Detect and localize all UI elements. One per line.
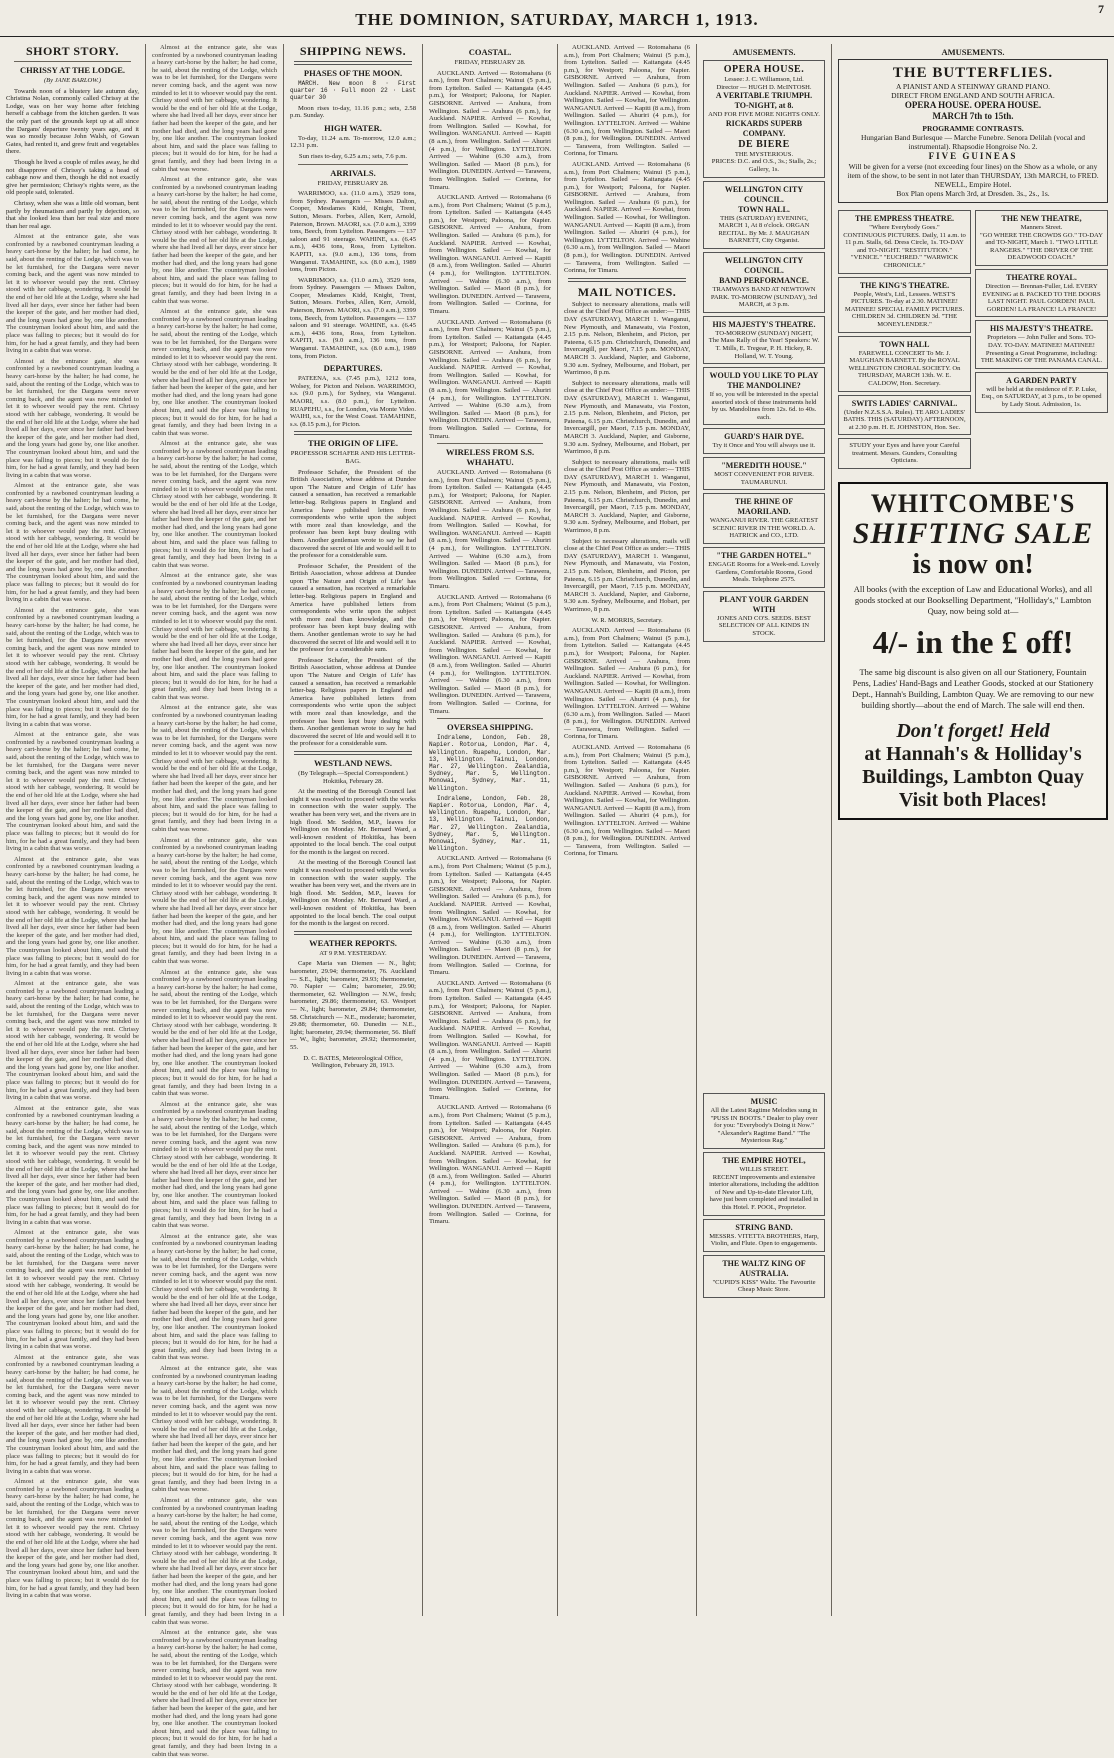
coastal-date: FRIDAY, FEBRUARY 28. — [454, 59, 526, 66]
story-paragraph: Towards noon of a blustery late autumn day, Christina Nolan, commonly called Chrissy at the Lodge, was on her way home after fetching herself a cabbage from the kitchen garden. It was the only part of the grounds kept up at all since the Dargans' departure twenty years ago, and it was so mostly because John Walsh, of Gowan Gates, had rented it, and grew fruit and vegetables there. — [6, 87, 139, 156]
shipping-heading: SHIPPING NEWS. — [299, 44, 407, 58]
coastal-body: AUCKLAND. Arrived — Rotomahana (6 a.m.), from Port Chalmers; Wainui (5 p.m.), from Lyttelton. Sailed — Kaitangata (4.45 p.m.), for Westport; Paloona, for Napier. GISBORNE. Arrived — Arahura, from Wellington. Sailed — Arahura (6 p.m.), for Auckland. NAPIER. Arrived — Kowhai, from Wellington. Sailed — Kowhai, for Wellington. WANGANUI. Arrived — Kapiti (8 a.m.), from Wellington. Sailed — Ahuriri (4 p.m.), for Wellington. LYTTELTON. Arrived — Wahine (6.30 a.m.), from Wellington. Sailed — Maori (8 p.m.), for Wellington. DUNEDIN. Arrived — Tarawera, from Wellington. Sailed — Corinna, for Timaru. — [429, 1104, 551, 1226]
coastal-body: AUCKLAND. Arrived — Rotomahana (6 a.m.), from Port Chalmers; Wainui (5 p.m.), from Lyttelton. Sailed — Kaitangata (4.45 p.m.), for Westport; Paloona, for Napier. GISBORNE. Arrived — Arahura, from Wellington. Sailed — Arahura (6 p.m.), for Auckland. NAPIER. Arrived — Kowhai, from Wellington. Sailed — Kowhai, for Wellington. WANGANUI. Arrived — Kapiti (8 a.m.), from Wellington. Sailed — Ahuriri (4 p.m.), for Wellington. LYTTELTON. Arrived — Wahine (6.30 a.m.), from Wellington. Sailed — Maori (8 p.m.), for Wellington. DUNEDIN. Arrived — Tarawera, from Wellington. Sailed — Corinna, for Timaru. — [564, 160, 690, 275]
butterflies-dates: MARCH 7th to 15th. — [932, 111, 1014, 121]
ad-his-majestys — [703, 316, 825, 364]
ad-title: PLANT YOUR GARDEN WITH — [719, 594, 809, 614]
ad-text: All the Latest Ragtime Melodies sung in "PUSS IN BOOTS." Dealer to play over for you: "Everybody's Doing it Now." "Alexander's Ragtime Band." "The Mysterious Rag." — [710, 1107, 818, 1145]
column-short-story — [0, 44, 145, 1616]
weather-signed: D. C. BATES, Meteorological Office, Wellington, February 28, 1913. — [303, 1054, 403, 1070]
arrivals-heading: ARRIVALS. — [330, 167, 376, 178]
westland-heading: WESTLAND NEWS. — [314, 757, 392, 768]
ad-text: TRAMWAYS BAND AT NEWTOWN PARK. TO-MORROW (SUNDAY), 3rd MARCH, at 3 p.m. — [710, 285, 818, 309]
story-body: Almost at the entrance gate, she was confronted by a rawboned countryman leading a heavy cart-horse by the halter; he had come, he said, about the renting of the Lodge, which was to be let furnished, for the Dargans were never coming back, and the agent was now minded to let it to whoever would pay the rent. Chrissy stood with her cabbage, wondering. It would be the end of her old life at the Lodge, where she had lived all her days, ever since her father had been the keeper of the gate, and her mother had died, and the long years had gone by, one like another. The countryman looked about him, and said the place was falling to pieces; but it would do for him, for he had a great family, and they had been living in a cabin that was worse. — [152, 836, 277, 966]
ad-title: THE NEW THEATRE, — [1001, 214, 1082, 223]
story-body: Almost at the entrance gate, she was confronted by a rawboned countryman leading a heavy cart-horse by the halter; he had come, he said, about the renting of the Lodge, which was to be let furnished, for the Dargans were never coming back, and the agent was now minded to let it to whoever would pay the rent. Chrissy stood with her cabbage, wondering. It would be the end of her old life at the Lodge, where she had lived all her days, ever since her father had been the keeper of the gate, and her mother had died, and the long years had gone by, one like another. The countryman looked about him, and said the place was falling to pieces; but it would do for him, for he had a great family, and they had been living in a cabin that was worse. — [152, 704, 277, 833]
ad-title: THE WALTZ KING OF AUSTRALIA. — [722, 1258, 806, 1278]
story-body: Almost at the entrance gate, she was confronted by a rawboned countryman leading a heavy cart-horse by the halter; he had come, he said, about the renting of the Lodge, which was to be let furnished, for the Dargans were never coming back, and the agent was now minded to let it to whoever would pay the rent. Chrissy stood with her cabbage, wondering. It would be the end of her old life at the Lodge, where she had lived all her days, ever since her father had been the keeper of the gate, and her mother had died, and the long years had gone by, one like another. The countryman looked about him, and said the place was falling to pieces; but it would do for him, for he had a great family, and they had been living in a cabin that was worse. — [152, 1100, 277, 1230]
high-water: To-day, 11.24 a.m. To-morrow, 12.0 a.m.; 12.31 p.m. — [290, 134, 416, 150]
theatre-column-right — [975, 207, 1108, 472]
column-story-continued — [146, 44, 283, 1758]
ad-title: GUARD'S HAIR DYE. — [724, 432, 804, 442]
story-byline: (By JANE BARLOW.) — [43, 77, 102, 84]
ad-text: THE MYSTERIOUS. — [734, 150, 794, 158]
ad-text: (Under N.Z.S.S.A. Rules). TE ARO LADIES' BATHS. THIS (SATURDAY) AFTERNOON, at 2.30 p.m. H. E. JOHNSTON, Hon. Sec. — [843, 408, 966, 431]
story-body: Almost at the entrance gate, she was confronted by a rawboned countryman leading a heavy cart-horse by the halter; he had come, he said, about the renting of the Lodge, which was to be let furnished, for the Dargans were never coming back, and the agent was now minded to let it to whoever would pay the rent. Chrissy stood with her cabbage, wondering. It would be the end of her old life at the Lodge, where she had lived all her days, ever since her father had been the keeper of the gate, and her mother had died, and the long years had gone by, one like another. The countryman looked about him, and said the place was falling to pieces; but it would do for him, for he had a great family, and they had been living in a cabin that was worse. — [6, 980, 139, 1102]
story-body: Almost at the entrance gate, she was confronted by a rawboned countryman leading a heavy cart-horse by the halter; he had come, he said, about the renting of the Lodge, which was to be let furnished, for the Dargans were never coming back, and the agent was now minded to let it to whoever would pay the rent. Chrissy stood with her cabbage, wondering. It would be the end of her old life at the Lodge, where she had lived all her days, ever since her father had been the keeper of the gate, and her mother had died, and the long years had gone by, one like another. The countryman looked about him, and said the place was falling to pieces; but it would do for him, for he had a great family, and they had been living in a cabin that was worse. — [152, 440, 277, 569]
ad-title: MUSIC — [750, 1097, 778, 1106]
coastal-body: AUCKLAND. Arrived — Rotomahana (6 a.m.), from Port Chalmers; Wainui (5 p.m.), from Lyttelton. Sailed — Kaitangata (4.45 p.m.), for Westport; Paloona, for Napier. GISBORNE. Arrived — Arahura, from Wellington. Sailed — Arahura (6 p.m.), for Auckland. NAPIER. Arrived — Kowhai, from Wellington. Sailed — Kowhai, for Wellington. WANGANUI. Arrived — Kapiti (8 a.m.), from Wellington. Sailed — Ahuriri (4 p.m.), for Wellington. LYTTELTON. Arrived — Wahine (6.30 a.m.), from Wellington. Sailed — Maori (8 p.m.), for Wellington. DUNEDIN. Arrived — Tarawera, from Wellington. Sailed — Corinna, for Timaru. — [564, 44, 690, 158]
ad-text: will be held at the residence of F. P. Luke, Esq., on SATURDAY, at 3 p.m., to be opened by Lady Stout. Admission, 1s. — [981, 385, 1102, 408]
oversea-table: Indraleme, London, Feb. 28, Napier. Rotorua, London, Mar. 4, Wellington. Ruapehu, London, Mar. 13, Wellington. Tainui, London, Mar. 27, Wellington. Zealandia, Sydney, Mar. 5, Wellington. Monowai, Sydney, Mar. 11, Wellington. — [429, 794, 551, 853]
butterflies-sub: A PIANIST AND A STEINWAY GRAND PIANO. — [895, 82, 1051, 91]
origin-body: Professor Schafer, the President of the British Association, whose address at Dundee upon 'The Nature and Origin of Life' has caused a sensation, has received a remarkable letter-bag. Religious papers in England and America have published letters from correspondents who write upon the subject with more zeal than knowledge, and the professor has been kept busy dealing with them. Another gentleman wrote to say he had discovered the secret of life and would sell it to the professor for a considerable sum. — [290, 562, 416, 654]
guineas-body: Will be given for a verse (not exceeding four lines) on the Show as a whole, or any item of the show, to be sent in not later than THURSDAY, 13th MARCH, to FRED. NEWELL, Empire Hotel. — [847, 162, 1099, 189]
masthead — [0, 0, 1114, 37]
ad-meredith — [703, 457, 825, 490]
story-body: Almost at the entrance gate, she was confronted by a rawboned countryman leading a heavy cart-horse by the halter; he had come, he said, about the renting of the Lodge, which was to be let furnished, for the Dargans were never coming back, and the agent was now minded to let it to whoever would pay the rent. Chrissy stood with her cabbage, wondering. It would be the end of her old life at the Lodge, where she had lived all her days, ever since her father had been the keeper of the gate, and her mother had died, and the long years had gone by, one like another. The countryman looked about him, and said the place was falling to pieces; but it would do for him, for he had a great family, and they had been living in a cabin that was worse. — [6, 357, 139, 479]
coastal-body: AUCKLAND. Arrived — Rotomahana (6 a.m.), from Port Chalmers; Wainui (5 p.m.), from Lyttelton. Sailed — Kaitangata (4.45 p.m.), for Westport; Paloona, for Napier. GISBORNE. Arrived — Arahura, from Wellington. Sailed — Arahura (6 p.m.), for Auckland. NAPIER. Arrived — Kowhai, from Wellington. Sailed — Kowhai, for Wellington. WANGANUI. Arrived — Kapiti (8 a.m.), from Wellington. Sailed — Ahuriri (4 p.m.), for Wellington. LYTTELTON. Arrived — Wahine (6.30 a.m.), from Wellington. Sailed — Maori (8 p.m.), for Wellington. DUNEDIN. Arrived — Tarawera, from Wellington. Sailed — Corinna, for Timaru. — [564, 744, 690, 858]
column-amusements-lower — [697, 1090, 831, 1616]
mail-signed: W. R. MORRIS, Secretary. — [591, 616, 663, 624]
column-coastal — [423, 44, 557, 1616]
ad-guards — [703, 428, 825, 454]
coastal-body: AUCKLAND. Arrived — Rotomahana (6 a.m.), from Port Chalmers; Wainui (5 p.m.), from Lyttelton. Sailed — Kaitangata (4.45 p.m.), for Westport; Paloona, for Napier. GISBORNE. Arrived — Arahura, from Wellington. Sailed — Arahura (6 p.m.), for Auckland. NAPIER. Arrived — Kowhai, from Wellington. Sailed — Kowhai, for Wellington. WANGANUI. Arrived — Kapiti (8 a.m.), from Wellington. Sailed — Ahuriri (4 p.m.), for Wellington. LYTTELTON. Arrived — Wahine (6.30 a.m.), from Wellington. Sailed — Maori (8 p.m.), for Wellington. DUNEDIN. Arrived — Tarawera, from Wellington. Sailed — Corinna, for Timaru. — [429, 469, 551, 590]
coastal-body: AUCKLAND. Arrived — Rotomahana (6 a.m.), from Port Chalmers; Wainui (5 p.m.), from Lyttelton. Sailed — Kaitangata (4.45 p.m.), for Westport; Paloona, for Napier. GISBORNE. Arrived — Arahura, from Wellington. Sailed — Arahura (6 p.m.), for Auckland. NAPIER. Arrived — Kowhai, from Wellington. Sailed — Kowhai, for Wellington. WANGANUI. Arrived — Kapiti (8 a.m.), from Wellington. Sailed — Ahuriri (4 p.m.), for Wellington. LYTTELTON. Arrived — Wahine (6.30 a.m.), from Wellington. Sailed — Maori (8 p.m.), for Wellington. DUNEDIN. Arrived — Tarawera, from Wellington. Sailed — Corinna, for Timaru. — [564, 627, 690, 741]
ad-title: "MEREDITH HOUSE." — [721, 461, 807, 471]
butterflies-venue: OPERA HOUSE. OPERA HOUSE. — [904, 100, 1042, 110]
ad-text: TO-NIGHT, at 8. — [734, 101, 794, 111]
ad-text: CONTINUOUS PICTURES. Daily, 11 a.m. to 11 p.m. Stalls, 6d. Dress Circle, 1s. TO-DAY and TO-NIGHT. "RESTITUTION." "VENICE." "EUCHRED." "WARWICK CHRONICLE." — [843, 231, 966, 269]
ad-text: "GO WHERE THE CROWDS GO." TO-DAY and TO-NIGHT, March 1. "TWO LITTLE RANGERS." "THE DRIVER OF THE DEADWOOD COACH." — [980, 231, 1103, 262]
story-body: Almost at the entrance gate, she was confronted by a rawboned countryman leading a heavy cart-horse by the halter; he had come, he said, about the renting of the Lodge, which was to be let furnished, for the Dargans were never coming back, and the agent was now minded to let it to whoever would pay the rent. Chrissy stood with her cabbage, wondering. It would be the end of her old life at the Lodge, where she had lived all her days, ever since her father had been the keeper of the gate, and her mother had died, and the long years had gone by, one like another. The countryman looked about him, and said the place was falling to pieces; but it would do for him, for he had a great family, and they had been living in a cabin that was worse. — [6, 1104, 139, 1226]
ad-title: WOULD YOU LIKE TO PLAY THE MANDOLINE? — [709, 371, 819, 391]
ad-waltz — [703, 1255, 825, 1298]
amusements-heading: AMUSEMENTS. — [732, 47, 796, 57]
ad-text: WANGANUI RIVER. THE GREATEST SCENIC RIVER IN THE WORLD. A. HATRICK and CO., LTD. — [709, 517, 819, 540]
coastal-body: AUCKLAND. Arrived — Rotomahana (6 a.m.), from Port Chalmers; Wainui (5 p.m.), from Lyttelton. Sailed — Kaitangata (4.45 p.m.), for Westport; Paloona, for Napier. GISBORNE. Arrived — Arahura, from Wellington. Sailed — Arahura (6 p.m.), for Auckland. NAPIER. Arrived — Kowhai, from Wellington. Sailed — Kowhai, for Wellington. WANGANUI. Arrived — Kapiti (8 a.m.), from Wellington. Sailed — Ahuriri (4 p.m.), for Wellington. LYTTELTON. Arrived — Wahine (6.30 a.m.), from Wellington. Sailed — Maori (8 p.m.), for Wellington. DUNEDIN. Arrived — Tarawera, from Wellington. Sailed — Corinna, for Timaru. — [429, 194, 551, 315]
whitcombes-body2: The same big discount is also given on all our Stationery, Fountain Pens, Ladies' Hand-Bags and Leather Goods, stocked at our Stationery Dept., Hannah's Building, Lambton Quay. We are removing to our new building shortly—about the end of March. The sale will end then. — [852, 667, 1094, 711]
ad-opera-house — [703, 60, 825, 178]
ad-text: MOST CONVENIENT FOR RIVER. TAUMARUNUI. — [714, 471, 814, 486]
ad-text: JONES AND CO'S. SEEDS. BEST SELECTION OF ALL KINDS IN STOCK. — [717, 614, 811, 637]
whitcombes-body1: All books (with the exception of Law and Educational Works), and all goods stocked at our Bookselling Department, "Holliday's," Lambton Quay, now being sold at— — [853, 584, 1093, 617]
ad-garden-party — [975, 372, 1108, 413]
column-mail — [558, 44, 696, 1616]
arrivals-body: WARRIMOO, s.s. (11.0 a.m.), 3529 tons, from Sydney. Passengers — Misses Dalton, Cooper, Mesdames Kidd, Knight, Trent, Sutton, Messrs. Forbes, Allen, Kerr, Arnold, Paterson, Brown. MAORI, s.s. (7.0 a.m.), 3399 tons, Beech, from Lyttelton. Passengers — 137 saloon and 91 steerage. WAHINE, s.s. (6.45 a.m.), 4436 tons, Ross, from Lyttelton. KAPITI, s.s. (9.0 a.m.), 136 tons, from Wanganui. TAMAHINE, s.s. (8.0 a.m.), 1989 tons, from Picton. — [290, 190, 416, 274]
ad-text: PRICES: D.C. and O.S., 3s.; Stalls, 2s.; Gallery, 1s. — [711, 158, 817, 173]
ad-title: TOWN HALL — [879, 339, 930, 349]
oversea-heading: OVERSEA SHIPPING. — [447, 722, 533, 733]
ad-empress — [838, 210, 971, 274]
ad-title: SWITS LADIES' CARNIVAL. — [851, 398, 958, 408]
whitcombes-line1: WHITCOMBE'S — [870, 489, 1076, 519]
phases-heading: PHASES OF THE MOON. — [303, 68, 403, 78]
departures-body: PATEENA, s.s. (7.45 p.m.), 1212 tons, Wolsey, for Picton and Nelson. WARRIMOO, s.s. (9.0 p.m.), for Sydney, via Wanganui. MAORI, s.s. (8.0 p.m.), for Lyttelton. RUAPEHU, s.s., for London, via Monte Video. WAIHI, s.s., for the West Coast. TAMAHINE, s.s. (8.15 p.m.), for Picton. — [290, 375, 416, 428]
ad-text: TOWN HALL. — [738, 204, 790, 214]
ad-text: The Mass Rally of the Year! Speakers: W. T. Mills, E. Tregear, P. H. Hickey, R. Holland, W. T. Young. — [708, 337, 820, 360]
ad-kings — [838, 277, 971, 333]
westland-dateline: (By Telegraph.—Special Correspondent.) Hokitika, February 28. — [298, 769, 408, 785]
ad-text: Director — HUGH D. McINTOSH. — [716, 83, 812, 91]
ad-text: RECENT improvements and extensive interior alterations, including the addition of New and Up-to-date Elevator Lift, have just been completed and installed in this Hotel. F. POOL, Proprietor. — [709, 1173, 819, 1211]
whitcombes-cta3: Buildings, Lambton Quay — [862, 766, 1084, 789]
ad-text: Proprietors — John Fuller and Sons. TO-DAY. TO-DAY. MATINEE! MATINEE! Presenting a Great Programme, including: THE MAKING OF THE PANAMA CANAL. — [980, 334, 1103, 365]
guineas: FIVE GUINEAS — [928, 151, 1018, 161]
high-water-heading: HIGH WATER. — [324, 122, 382, 133]
ad-title: "THE GARDEN HOTEL." — [716, 551, 812, 561]
ad-text: AND FOR FIVE MORE NIGHTS ONLY. — [708, 111, 820, 119]
story-body: Almost at the entrance gate, she was confronted by a rawboned countryman leading a heavy cart-horse by the halter; he had come, he said, about the renting of the Lodge, which was to be let furnished, for the Dargans were never coming back, and the agent was now minded to let it to whoever would pay the rent. Chrissy stood with her cabbage, wondering. It would be the end of her old life at the Lodge, where she had lived all her days, ever since her father had been the keeper of the gate, and her mother had died, and the long years had gone by, one like another. The countryman looked about him, and said the place was falling to pieces; but it would do for him, for he had a great family, and they had been living in a cabin that was worse. — [6, 1478, 139, 1600]
story-body: Almost at the entrance gate, she was confronted by a rawboned countryman leading a heavy cart-horse by the halter; he had come, he said, about the renting of the Lodge, which was to be let furnished, for the Dargans were never coming back, and the agent was now minded to let it to whoever would pay the rent. Chrissy stood with her cabbage, wondering. It would be the end of her old life at the Lodge, where she had lived all her days, ever since her father had been the keeper of the gate, and her mother had died, and the long years had gone by, one like another. The countryman looked about him, and said the place was falling to pieces; but it would do for him, for he had a great family, and they had been living in a cabin that was worse. — [6, 606, 139, 728]
story-body: Almost at the entrance gate, she was confronted by a rawboned countryman leading a heavy cart-horse by the halter; he had come, he said, about the renting of the Lodge, which was to be let furnished, for the Dargans were never coming back, and the agent was now minded to let it to whoever would pay the rent. Chrissy stood with her cabbage, wondering. It would be the end of her old life at the Lodge, where she had lived all her days, ever since her father had been the keeper of the gate, and her mother had died, and the long years had gone by, one like another. The countryman looked about him, and said the place was falling to pieces; but it would do for him, for he had a great family, and they had been living in a cabin that was worse. — [6, 1229, 139, 1351]
origin-heading: THE ORIGIN OF LIFE. — [308, 438, 398, 449]
whitcombes-discount: 4/- in the £ off! — [872, 624, 1074, 661]
ad-text: RICKARDS SUPERB COMPANY. — [725, 118, 803, 138]
sun-times: Sun rises to-day, 6.25 a.m.; sets, 7.6 p.m. — [298, 152, 408, 160]
ad-text: BAND PERFORMANCE. — [719, 275, 809, 285]
mail-body: Subject to necessary alterations, mails will close at the Chief Post Office as under:— THIS DAY (SATURDAY), MARCH 1. Wanganui, New Plymouth, and Manawatu, via Foxton, 2.15 p.m. Nelson, Blenheim, and Picton, per Pateena, 6.15 p.m. Christchurch, Dunedin, and Invercargill, per Maori, 7.15 p.m. MONDAY, MARCH 3. Auckland, Napier, and Gisborne, 9.30 a.m. Sydney, Melbourne, and Hobart, per Warrimoo, 8 p.m. — [564, 537, 690, 613]
butterflies-sub2: DIRECT FROM ENGLAND AND SOUTH AFRICA. — [891, 91, 1055, 100]
ad-seeds — [703, 591, 825, 642]
story-paragraph: Chrissy, when she was a little old woman, bent partly by rheumatism and partly by dejection, so that she looked less than her real size and more than her real age. — [6, 199, 139, 230]
page-number: 7 — [1098, 2, 1104, 16]
departures-heading: DEPARTURES. — [323, 363, 383, 374]
whitcombes-line3: is now on! — [912, 549, 1034, 581]
ad-text: People, West's, Ltd., Lessees. WEST'S PICTURES. To-day at 2.30. MATINEE! MATINEE! SPECIAL FAMILY PICTURES. CHILDREN 3d. CHILDREN 3d. "THE MONEYLENDER." — [844, 290, 965, 328]
ad-new-theatre — [975, 210, 1108, 266]
weather-heading: WEATHER REPORTS. — [309, 937, 397, 948]
westland-body: At the meeting of the Borough Council last night it was resolved to proceed with the works in connection with the water supply. The weather has been very wet, and the rivers are in high flood. Mr. Seddon, M.P., leaves for Wellington on Monday. Mr. Bernard Ward, a well-known resident of Hokitika, has been appointed to the local bench. The coal output for the month is the largest on record. — [290, 788, 416, 856]
story-body: Almost at the entrance gate, she was confronted by a rawboned countryman leading a heavy cart-horse by the halter; he had come, he said, about the renting of the Lodge, which was to be let furnished, for the Dargans were never coming back, and the agent was now minded to let it to whoever would pay the rent. Chrissy stood with her cabbage, wondering. It would be the end of her old life at the Lodge, where she had lived all her days, ever since her father had been the keeper of the gate, and her mother had died, and the long years had gone by, one like another. The countryman looked about him, and said the place was falling to pieces; but it would do for him, for he had a great family, and they had been living in a cabin that was worse. — [152, 1364, 277, 1494]
ad-title: WELLINGTON CITY COUNCIL. — [724, 255, 804, 275]
wireless-heading: WIRELESS FROM S.S. WHAHATU. — [445, 447, 535, 468]
story-body: Almost at the entrance gate, she was confronted by a rawboned countryman leading a heavy cart-horse by the halter; he had come, he said, about the renting of the Lodge, which was to be let furnished, for the Dargans were never coming back, and the agent was now minded to let it to whoever would pay the rent. Chrissy stood with her cabbage, wondering. It would be the end of her old life at the Lodge, where she had lived all her days, ever since her father had been the keeper of the gate, and her mother had died, and the long years had gone by, one like another. The countryman looked about him, and said the place was falling to pieces; but it would do for him, for he had a great family, and they had been living in a cabin that was worse. — [6, 731, 139, 853]
ad-butterflies — [838, 59, 1108, 203]
ad-carnival — [838, 395, 971, 436]
ad-study-eyes — [838, 438, 971, 469]
story-body: Almost at the entrance gate, she was confronted by a rawboned countryman leading a heavy cart-horse by the halter; he had come, he said, about the renting of the Lodge, which was to be let furnished, for the Dargans were never coming back, and the agent was now minded to let it to whoever would pay the rent. Chrissy stood with her cabbage, wondering. It would be the end of her old life at the Lodge, where she had lived all her days, ever since her father had been the keeper of the gate, and her mother had died, and the long years had gone by, one like another. The countryman looked about him, and said the place was falling to pieces; but it would do for him, for he had a great family, and they had been living in a cabin that was worse. — [152, 44, 277, 173]
ad-title: A GARDEN PARTY — [1006, 375, 1077, 385]
coastal-body: AUCKLAND. Arrived — Rotomahana (6 a.m.), from Port Chalmers; Wainui (5 p.m.), from Lyttelton. Sailed — Kaitangata (4.45 p.m.), for Westport; Paloona, for Napier. GISBORNE. Arrived — Arahura, from Wellington. Sailed — Arahura (6 p.m.), for Auckland. NAPIER. Arrived — Kowhai, from Wellington. Sailed — Kowhai, for Wellington. WANGANUI. Arrived — Kapiti (8 a.m.), from Wellington. Sailed — Ahuriri (4 p.m.), for Wellington. LYTTELTON. Arrived — Wahine (6.30 a.m.), from Wellington. Sailed — Maori (8 p.m.), for Wellington. DUNEDIN. Arrived — Tarawera, from Wellington. Sailed — Corinna, for Timaru. — [429, 69, 551, 191]
ad-text: THIS (SATURDAY) EVENING, MARCH 1, At 8 o'clock. ORGAN RECITAL. By Mr. J. MAUGHAN BARNETT, City Organist. — [718, 214, 810, 245]
ad-string-band — [703, 1219, 825, 1252]
ad-text: If so, you will be interested in the special assorted stock of these instruments held by us. Mandolines from 12s. 6d. to 40s. each. — [709, 391, 819, 421]
ad-band-performance — [703, 252, 825, 313]
story-title: CHRISSY AT THE LODGE. — [19, 65, 126, 75]
story-body: Almost at the entrance gate, she was confronted by a rawboned countryman leading a heavy cart-horse by the halter; he had come, he said, about the renting of the Lodge, which was to be let furnished, for the Dargans were never coming back, and the agent was now minded to let it to whoever would pay the rent. Chrissy stood with her cabbage, wondering. It would be the end of her old life at the Lodge, where she had lived all her days, ever since her father had been the keeper of the gate, and her mother had died, and the long years had gone by, one like another. The countryman looked about him, and said the place was falling to pieces; but it would do for him, for he had a great family, and they had been living in a cabin that was worse. — [152, 968, 277, 1098]
ad-theatre-royal — [975, 269, 1108, 317]
story-body: Almost at the entrance gate, she was confronted by a rawboned countryman leading a heavy cart-horse by the halter; he had come, he said, about the renting of the Lodge, which was to be let furnished, for the Dargans were never coming back, and the agent was now minded to let it to whoever would pay the rent. Chrissy stood with her cabbage, wondering. It would be the end of her old life at the Lodge, where she had lived all her days, ever since her father had been the keeper of the gate, and her mother had died, and the long years had gone by, one like another. The countryman looked about him, and said the place was falling to pieces; but it would do for him, for he had a great family, and they had been living in a cabin that was worse. — [6, 233, 139, 355]
ad-text: FAREWELL CONCERT To Mr. J. MAUGHAN BARNETT. By the ROYAL WELLINGTON CHORAL SOCIETY. On THURSDAY, MARCH 13th. W. E. CALDOW, Hon. Secretary. — [848, 349, 961, 387]
ad-tagline: A VERITABLE TRIUMPH. — [715, 91, 813, 101]
amusements-right-heading: AMUSEMENTS. — [941, 47, 1005, 57]
story-body: Almost at the entrance gate, she was confronted by a rawboned countryman leading a heavy cart-horse by the halter; he had come, he said, about the renting of the Lodge, which was to be let furnished, for the Dargans were never coming back, and the agent was now minded to let it to whoever would pay the rent. Chrissy stood with her cabbage, wondering. It would be the end of her old life at the Lodge, where she had lived all her days, ever since her father had been the keeper of the gate, and her mother had died, and the long years had gone by, one like another. The countryman looked about him, and said the place was falling to pieces; but it would do for him, for he had a great family, and they had been living in a cabin that was worse. — [152, 572, 277, 701]
ad-title: THEATRE ROYAL. — [1006, 272, 1077, 282]
butterflies-title: THE BUTTERFLIES. — [892, 65, 1054, 81]
mail-body: Subject to necessary alterations, mails will close at the Chief Post Office as under:— THIS DAY (SATURDAY), MARCH 1. Wanganui, New Plymouth, and Manawatu, via Foxton, 2.15 p.m. Nelson, Blenheim, and Picton, per Pateena, 6.15 p.m. Christchurch, Dunedin, and Invercargill, per Maori, 7.15 p.m. MONDAY, MARCH 3. Auckland, Napier, and Gisborne, 9.30 a.m. Sydney, Melbourne, and Hobart, per Warrimoo, 8 p.m. — [564, 379, 690, 456]
ad-title: THE KING'S THEATRE. — [859, 280, 950, 290]
ad-text: Direction — Brennan-Fuller, Ltd. EVERY EVENING at 8. PACKED TO THE DOORS LAST NIGHT. PAUL GORDEN! PAUL GORDEN! LA FRANCE! LA FRANCE! — [982, 282, 1101, 313]
ad-title: STRING BAND. — [735, 1222, 793, 1232]
ad-empire-hotel — [703, 1152, 825, 1216]
whitcombes-cta1: Don't forget! Held — [896, 720, 1050, 743]
ad-text: TO-MORROW (SUNDAY) NIGHT, — [715, 329, 813, 337]
ad-music — [703, 1093, 825, 1149]
ad-mandoline — [703, 367, 825, 425]
coastal-body: AUCKLAND. Arrived — Rotomahana (6 a.m.), from Port Chalmers; Wainui (5 p.m.), from Lyttelton. Sailed — Kaitangata (4.45 p.m.), for Westport; Paloona, for Napier. GISBORNE. Arrived — Arahura, from Wellington. Sailed — Arahura (6 p.m.), for Auckland. NAPIER. Arrived — Kowhai, from Wellington. Sailed — Kowhai, for Wellington. WANGANUI. Arrived — Kapiti (8 a.m.), from Wellington. Sailed — Ahuriri (4 p.m.), for Wellington. LYTTELTON. Arrived — Wahine (6.30 a.m.), from Wellington. Sailed — Maori (8 p.m.), for Wellington. DUNEDIN. Arrived — Tarawera, from Wellington. Sailed — Corinna, for Timaru. — [429, 855, 551, 977]
ad-feature: DE BIERE — [738, 138, 790, 150]
masthead-title: THE DOMINION, SATURDAY, MARCH 1, 1913. — [355, 10, 759, 29]
story-body: Almost at the entrance gate, she was confronted by a rawboned countryman leading a heavy cart-horse by the halter; he had come, he said, about the renting of the Lodge, which was to be let furnished, for the Dargans were never coming back, and the agent was now minded to let it to whoever would pay the rent. Chrissy stood with her cabbage, wondering. It would be the end of her old life at the Lodge, where she had lived all her days, ever since her father had been the keeper of the gate, and her mother had died, and the long years had gone by, one like another. The countryman looked about him, and said the place was falling to pieces; but it would do for him, for he had a great family, and they had been living in a cabin that was worse. — [152, 308, 277, 437]
story-body: Almost at the entrance gate, she was confronted by a rawboned countryman leading a heavy cart-horse by the halter; he had come, he said, about the renting of the Lodge, which was to be let furnished, for the Dargans were never coming back, and the agent was now minded to let it to whoever would pay the rent. Chrissy stood with her cabbage, wondering. It would be the end of her old life at the Lodge, where she had lived all her days, ever since her father had been the keeper of the gate, and her mother had died, and the long years had gone by, one like another. The countryman looked about him, and said the place was falling to pieces; but it would do for him, for he had a great family, and they had been living in a cabin that was worse. — [152, 1232, 277, 1362]
story-body: Almost at the entrance gate, she was confronted by a rawboned countryman leading a heavy cart-horse by the halter; he had come, he said, about the renting of the Lodge, which was to be let furnished, for the Dargans were never coming back, and the agent was now minded to let it to whoever would pay the rent. Chrissy stood with her cabbage, wondering. It would be the end of her old life at the Lodge, where she had lived all her days, ever since her father had been the keeper of the gate, and her mother had died, and the long years had gone by, one like another. The countryman looked about him, and said the place was falling to pieces; but it would do for him, for he had a great family, and they had been living in a cabin that was worse. — [6, 855, 139, 977]
mail-body: Subject to necessary alterations, mails will close at the Chief Post Office as under:— THIS DAY (SATURDAY), MARCH 1. Wanganui, New Plymouth, and Manawatu, via Foxton, 2.15 p.m. Nelson, Blenheim, and Picton, per Pateena, 6.15 p.m. Christchurch, Dunedin, and Invercargill, per Maori, 7.15 p.m. MONDAY, MARCH 3. Auckland, Napier, and Gisborne, 9.30 a.m. Sydney, Melbourne, and Hobart, per Warrimoo, 8 p.m. — [564, 300, 690, 377]
weather-sub: AT 9 P.M. YESTERDAY. — [319, 949, 387, 957]
ad-wanganui — [703, 493, 825, 544]
ad-whitcombes — [838, 482, 1108, 820]
whitcombes-line2: SHIFTING SALE — [852, 517, 1094, 551]
coastal-body: AUCKLAND. Arrived — Rotomahana (6 a.m.), from Port Chalmers; Wainui (5 p.m.), from Lyttelton. Sailed — Kaitangata (4.45 p.m.), for Westport; Paloona, for Napier. GISBORNE. Arrived — Arahura, from Wellington. Sailed — Arahura (6 p.m.), for Auckland. NAPIER. Arrived — Kowhai, from Wellington. Sailed — Kowhai, for Wellington. WANGANUI. Arrived — Kapiti (8 a.m.), from Wellington. Sailed — Ahuriri (4 p.m.), for Wellington. LYTTELTON. Arrived — Wahine (6.30 a.m.), from Wellington. Sailed — Maori (8 p.m.), for Wellington. DUNEDIN. Arrived — Tarawera, from Wellington. Sailed — Corinna, for Timaru. — [429, 593, 551, 715]
ad-text: Try it Once and You will always use it. — [712, 442, 816, 450]
ad-title: THE EMPRESS THEATRE. — [854, 214, 955, 223]
mail-body: Subject to necessary alterations, mails will close at the Chief Post Office as under:— THIS DAY (SATURDAY), MARCH 1. Wanganui, New Plymouth, and Manawatu, via Foxton, 2.15 p.m. Nelson, Blenheim, and Picton, per Pateena, 6.15 p.m. Christchurch, Dunedin, and Invercargill, per Maori, 7.15 p.m. MONDAY, MARCH 3. Auckland, Napier, and Gisborne, 9.30 a.m. Sydney, Melbourne, and Hobart, per Warrimoo, 8 p.m. — [564, 458, 690, 535]
ad-text: WILLIS STREET. — [739, 1165, 789, 1173]
theatre-row — [838, 207, 1108, 472]
ad-title: OPERA HOUSE. — [723, 64, 805, 75]
mail-heading: MAIL NOTICES. — [577, 284, 677, 299]
ad-text: ENGAGE Rooms for a Week-end. Lovely Gardens, Comfortable Rooms, Good Meals. Telephone 2575. — [708, 561, 820, 584]
moon-phases: MARCH. New moon 8 · First quarter 16 · Full moon 22 · Last quarter 30 — [290, 80, 416, 102]
story-body: Almost at the entrance gate, she was confronted by a rawboned countryman leading a heavy cart-horse by the halter; he had come, he said, about the renting of the Lodge, which was to be let furnished, for the Dargans were never coming back, and the agent was now minded to let it to whoever would pay the rent. Chrissy stood with her cabbage, wondering. It would be the end of her old life at the Lodge, where she had lived all her days, ever since her father had been the keeper of the gate, and her mother had died, and the long years had gone by, one like another. The countryman looked about him, and said the place was falling to pieces; but it would do for him, for he had a great family, and they had been living in a cabin that was worse. — [6, 482, 139, 604]
ad-town-hall — [838, 336, 971, 392]
weather-body: Cape Maria van Diemen — N., light; barometer, 29.94; thermometer, 76. Auckland — S.E., light; barometer, 29.93; thermometer, 70. Napier — Calm; barometer, 29.90; thermometer, 62. Wellington — N.W., fresh; barometer, 29.86; thermometer, 63. Westport — N., light; barometer, 29.84; thermometer, 58. Christchurch — N.E., moderate; barometer, 29.88; thermometer, 60. Dunedin — N.E., light; barometer, 29.94; thermometer, 56. Bluff — W., light; barometer, 29.92; thermometer, 55. — [290, 960, 416, 1051]
ad-text: Lessee: J. C. Williamson, Ltd. — [724, 76, 804, 83]
westland-body: At the meeting of the Borough Council last night it was resolved to proceed with the works in connection with the water supply. The weather has been very wet, and the rivers are in high flood. Mr. Seddon, M.P., leaves for Wellington on Monday. Mr. Bernard Ward, a well-known resident of Hokitika, has been appointed to the local bench. The coal output for the month is the largest on record. — [290, 859, 416, 928]
ad-title: THE EMPIRE HOTEL, — [722, 1155, 806, 1165]
box-plan: Box Plan opens March 3rd, at Dresden. 3s., 2s., 1s. — [896, 189, 1050, 198]
story-body: Almost at the entrance gate, she was confronted by a rawboned countryman leading a heavy cart-horse by the halter; he had come, he said, about the renting of the Lodge, which was to be let furnished, for the Dargans were never coming back, and the agent was now minded to let it to whoever would pay the rent. Chrissy stood with her cabbage, wondering. It would be the end of her old life at the Lodge, where she had lived all her days, ever since her father had been the keeper of the gate, and her mother had died, and the long years had gone by, one like another. The countryman looked about him, and said the place was falling to pieces; but it would do for him, for he had a great family, and they had been living in a cabin that was worse. — [152, 176, 277, 305]
story-body: Almost at the entrance gate, she was confronted by a rawboned countryman leading a heavy cart-horse by the halter; he had come, he said, about the renting of the Lodge, which was to be let furnished, for the Dargans were never coming back, and the agent was now minded to let it to whoever would pay the rent. Chrissy stood with her cabbage, wondering. It would be the end of her old life at the Lodge, where she had lived all her days, ever since her father had been the keeper of the gate, and her mother had died, and the long years had gone by, one like another. The countryman looked about him, and said the place was falling to pieces; but it would do for him, for he had a great family, and they had been living in a cabin that was worse. — [152, 1497, 277, 1626]
story-body: Almost at the entrance gate, she was confronted by a rawboned countryman leading a heavy cart-horse by the halter; he had come, he said, about the renting of the Lodge, which was to be let furnished, for the Dargans were never coming back, and the agent was now minded to let it to whoever would pay the rent. Chrissy stood with her cabbage, wondering. It would be the end of her old life at the Lodge, where she had lived all her days, ever since her father had been the keeper of the gate, and her mother had died, and the long years had gone by, one like another. The countryman looked about him, and said the place was falling to pieces; but it would do for him, for he had a great family, and they had been living in a cabin that was worse. — [152, 1629, 277, 1758]
coastal-body: AUCKLAND. Arrived — Rotomahana (6 a.m.), from Port Chalmers; Wainui (5 p.m.), from Lyttelton. Sailed — Kaitangata (4.45 p.m.), for Westport; Paloona, for Napier. GISBORNE. Arrived — Arahura, from Wellington. Sailed — Arahura (6 p.m.), for Auckland. NAPIER. Arrived — Kowhai, from Wellington. Sailed — Kowhai, for Wellington. WANGANUI. Arrived — Kapiti (8 a.m.), from Wellington. Sailed — Ahuriri (4 p.m.), for Wellington. LYTTELTON. Arrived — Wahine (6.30 a.m.), from Wellington. Sailed — Maori (8 p.m.), for Wellington. DUNEDIN. Arrived — Tarawera, from Wellington. Sailed — Corinna, for Timaru. — [429, 318, 551, 440]
ad-title: HIS MAJESTY'S THEATRE. — [989, 324, 1094, 334]
story-paragraph: Though he lived a couple of miles away, he did not disapprove of Chrissy's taking a head of cabbage now and then, though he did not exactly give her permission; Chrissy's rights were, as the old people said, tolerated. — [6, 158, 139, 197]
arrivals-body: WARRIMOO, s.s. (11.0 a.m.), 3529 tons, from Sydney. Passengers — Misses Dalton, Cooper, Mesdames Kidd, Knight, Trent, Sutton, Messrs. Forbes, Allen, Kerr, Arnold, Paterson, Brown. MAORI, s.s. (7.0 a.m.), 3399 tons, Beech, from Lyttelton. Passengers — 137 saloon and 91 steerage. WAHINE, s.s. (6.45 a.m.), 4436 tons, Ross, from Lyttelton. KAPITI, s.s. (9.0 a.m.), 136 tons, from Wanganui. TAMAHINE, s.s. (8.0 a.m.), 1989 tons, from Picton. — [290, 276, 416, 360]
ad-his-majestys-right — [975, 320, 1108, 368]
arrivals-date: FRIDAY, FEBRUARY 28. — [317, 179, 389, 187]
ad-title: HIS MAJESTY'S THEATRE. — [712, 319, 816, 329]
oversea-table: Indraleme, London, Feb. 28, Napier. Rotorua, London, Mar. 4, Wellington. Ruapehu, London, Mar. 13, Wellington. Tainui, London, Mar. 27, Wellington. Zealandia, Sydney, Mar. 5, Wellington. Monowai, Sydney, Mar. 11, Wellington. — [429, 734, 551, 792]
ad-text: Manners Street. — [1020, 224, 1063, 231]
ad-text: "Where Everybody Goes." — [869, 224, 940, 231]
story-body: Almost at the entrance gate, she was confronted by a rawboned countryman leading a heavy cart-horse by the halter; he had come, he said, about the renting of the Lodge, which was to be let furnished, for the Dargans were never coming back, and the agent was now minded to let it to whoever would pay the rent. Chrissy stood with her cabbage, wondering. It would be the end of her old life at the Lodge, where she had lived all her days, ever since her father had been the keeper of the gate, and her mother had died, and the long years had gone by, one like another. The countryman looked about him, and said the place was falling to pieces; but it would do for him, for he had a great family, and they had been living in a cabin that was worse. — [6, 1353, 139, 1475]
column-amusements-right — [832, 44, 1114, 1616]
coastal-heading: COASTAL. — [468, 47, 512, 57]
ad-garden-hotel — [703, 547, 825, 588]
ad-text: MESSRS. VITETTA BROTHERS, Harp, Violin, and Flute. Open to engagements. — [709, 1232, 819, 1248]
short-story-heading: SHORT STORY. — [26, 44, 119, 58]
ad-title: WELLINGTON CITY COUNCIL. — [724, 184, 804, 204]
programme-body: Hungarian Band Burlesque — Marche Funebre. Senora Delilah (vocal and instrumental). Rhapsodie Hongroise No. 2. — [860, 133, 1086, 151]
origin-subheading: PROFESSOR SCHAFER AND HIS LETTER-BAG. — [290, 450, 416, 465]
moon-rise: Moon rises to-day, 11.16 p.m.; sets, 2.58 p.m. Sunday. — [290, 104, 416, 120]
ad-text: "CUPID'S KISS" Waltz. The Favourite Cheap Music Store. — [712, 1278, 816, 1294]
coastal-body: AUCKLAND. Arrived — Rotomahana (6 a.m.), from Port Chalmers; Wainui (5 p.m.), from Lyttelton. Sailed — Kaitangata (4.45 p.m.), for Westport; Paloona, for Napier. GISBORNE. Arrived — Arahura, from Wellington. Sailed — Arahura (6 p.m.), for Auckland. NAPIER. Arrived — Kowhai, from Wellington. Sailed — Kowhai, for Wellington. WANGANUI. Arrived — Kapiti (8 a.m.), from Wellington. Sailed — Ahuriri (4 p.m.), for Wellington. LYTTELTON. Arrived — Wahine (6.30 a.m.), from Wellington. Sailed — Maori (8 p.m.), for Wellington. DUNEDIN. Arrived — Tarawera, from Wellington. Sailed — Corinna, for Timaru. — [429, 979, 551, 1101]
whitcombes-cta4: Visit both Places! — [898, 789, 1048, 812]
origin-body: Professor Schafer, the President of the British Association, whose address at Dundee upon 'The Nature and Origin of Life' has caused a sensation, has received a remarkable letter-bag. Religious papers in England and America have published letters from correspondents who write upon the subject with more zeal than knowledge, and the professor has been kept busy dealing with them. Another gentleman wrote to say he had discovered the secret of life and would sell it to the professor for a considerable sum. — [290, 656, 416, 748]
ad-title: THE RHINE OF MAORILAND. — [734, 497, 794, 517]
whitcombes-cta2: at Hannah's & Holliday's — [864, 743, 1082, 766]
column-shipping — [284, 44, 422, 1616]
origin-body: Professor Schafer, the President of the British Association, whose address at Dundee upon 'The Nature and Origin of Life' has caused a sensation, has received a remarkable letter-bag. Religious papers in England and America have published letters from correspondents who write upon the subject with more zeal than knowledge, and the professor has been kept busy dealing with them. Another gentleman wrote to say he had discovered the secret of life and would sell it to the professor for a considerable sum. — [290, 468, 416, 560]
ad-city-council — [703, 181, 825, 249]
ad-text: STUDY your Eyes and have your Careful treatment. Messrs. Gunders, Consulting Opticians. — [849, 442, 960, 465]
programme-heading: PROGRAMME CONTRASTS. — [922, 124, 1024, 133]
theatre-column-left — [838, 207, 971, 472]
